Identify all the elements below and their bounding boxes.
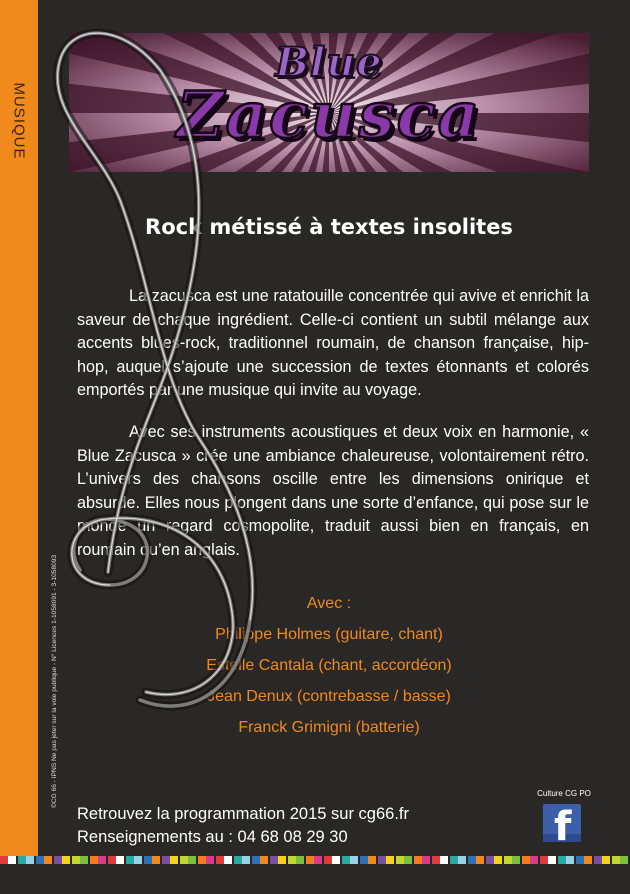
band-members xyxy=(69,588,589,743)
band-name-top: Blue xyxy=(275,39,383,86)
program-link-text: Retrouvez la programmation 2015 sur cg66.fr xyxy=(77,805,409,823)
member-item: Jean Denux (contrebasse / basse) xyxy=(207,688,451,705)
legal-notice: ©CG 66 - IPNS Ne pas jeter sur la voie publique - N° Licences 1-1058091 - 3-1058093 xyxy=(51,554,58,808)
member-item: Estelle Cantala (chant, accordéon) xyxy=(206,657,452,674)
band-name-main: Zacusca xyxy=(176,78,482,153)
page-title: Rock métissé à textes insolites xyxy=(145,215,513,239)
description-paragraph-1: La zacusca est une ratatouille concentrée qui avive et enrichit la saveur de chaque ingrédient. Celle-ci contient un subtil mélange aux accents blues-rock, traditionnel roumain, de chanson française, hip-hop, auquel s’ajoute une succession de textes étonnants et colorés emportés par une musique qui invite au voyage. xyxy=(77,287,589,400)
member-item: Philippe Holmes (guitare, chant) xyxy=(215,626,443,643)
facebook-glyph: f xyxy=(554,804,572,842)
facebook-label: Culture CG PO xyxy=(537,789,591,798)
footer-info xyxy=(77,803,409,849)
section-label-text: MUSIQUE xyxy=(10,82,28,160)
description-paragraph-2: Avec ses instruments acoustiques et deux voix en harmonie, « Blue Zacusca » crée une ambiance chaleureuse, volontairement rétro. L’univers des chansons oscille entre les dimensions onirique et absurde. Elles nous plongent dans une sorte d’enfance, qui pose sur le monde un regard cosmopolite, traduit aussi bien en français, en roumain qu’en anglais. xyxy=(77,423,589,559)
member-item: Franck Grimigni (batterie) xyxy=(238,719,420,736)
members-intro: Avec : xyxy=(306,595,352,612)
contact-phone: Renseignements au : 04 68 08 29 30 xyxy=(77,828,348,846)
facebook-icon[interactable] xyxy=(543,804,581,842)
title-banner xyxy=(69,33,589,172)
decorative-color-stripe xyxy=(0,856,630,864)
